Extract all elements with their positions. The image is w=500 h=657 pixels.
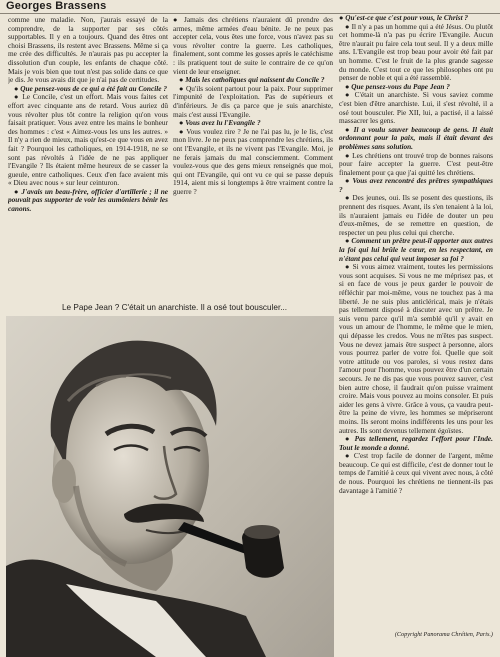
ear-shape bbox=[52, 459, 76, 503]
interview-question: ● Vous avez rencontré des prêtres sympathiques ? bbox=[339, 176, 493, 194]
portrait-photo bbox=[6, 316, 334, 657]
interview-question: ● Il a voulu sauver beaucoup de gens. Il était ordonnant pour la paix, mais il était devant des problèmes sans solution. bbox=[339, 124, 493, 151]
photo-caption: Le Pape Jean ? C'était un anarchiste. Il a osé tout bousculer... bbox=[62, 303, 288, 312]
interview-answer: ● Il n'y a pas un homme qui a été Jésus. Ou plutôt cet homme-là n'a pas pu écrire l'Evangile. Aucun être n'aurait pu faire cela tout seul. Il y a deux mille ans. L'Evangile est trop beau pour avoir été fait par un homme. C'est le fruit de la plus grande sagesse du monde. C'est tout ce que les philosophes ont pu penser de noble et qui a été rassemblé. bbox=[339, 21, 493, 83]
interview-question: ● Vous avez lu l'Evangile ? bbox=[179, 118, 261, 128]
running-head: Georges Brassens bbox=[6, 0, 107, 12]
interview-question: ● Que pensez-vous de ce qui a été fait au Concile ? bbox=[14, 83, 167, 93]
interview-answer: ● Si vous aimez vraiment, toutes les permissions vous sont acquises. Si vous ne me méprisez pas, et si en face de vous je peux garder le pouvoir de réfléchir par moi-même, vous ne touchez pas à ma liberté. Je ne suis plus anticlérical, mais je n'étais pas tellement disposé à discuter avec un prêtre. Je suis venu parce qu'il m'a semblé qu'il y avait en vous un amour de l'homme, le même que le mien, qui dépasse les credos. Vous ne m'êtes pas suspect. Vous ne devez jamais être suspect à personne, alors vous pourrez parler de votre foi. Quelle que soit votre attitude ou vos paroles, si vous restez dans l'amour pour l'homme, vous pouvez être d'un certain secours. Je ne dis pas que vous pouvez sauver, c'est bien autre chose, il faudrait qu'on puisse vraiment croire. Mais vous pouvez au moins consoler. Et puis aider les gens à vivre. Grâce à vous, ça vaudra peut-être la peine de vivre, les hommes se mépriseront moins. Ils seront moins indifférents les uns pour les autres. Ils sont devenus tellement égoïstes. bbox=[339, 262, 493, 435]
interview-answer: ● Vous voulez rire ? Je ne l'ai pas lu, je le lis, c'est mon livre. Je ne peux pas comprendre les chrétiens, ils ont l'Evangile, et ils ne vivent pas l'Evangile. Moi, je ne ferais jamais du mal consciemment. Comment voulez-vous que des gens mieux renseignés que moi, qui ont l'Evangile, qui ont vu ce qui se passe depuis 1914, aient mis si longtemps à être vraiment contre la guerre ? bbox=[173, 126, 333, 196]
interview-answer: ● Le Concile, c'est un effort. Mais vous faites cet effort avec cinquante ans de retard. Vous auriez dû vous révolter plus tôt contre la religion qu'on vous faisait pratiquer. Vous avez entre les mains le bonheur des hommes : c'est « Aimez-vous les uns les autres. » Il n'y a rien de mieux, mais qu'est-ce que vous en avez fait ? Pourquoi les catholiques, en 1914-1918, ne se sont pas révoltés à l'idée de ne pas appliquer l'Evangile ? Ils étaient même heureux de se casser la gueule, entre catholiques. Ceux d'en face avaient mis « Dieu avec nous » sur leur ceinturon. bbox=[8, 92, 168, 188]
portrait-illustration bbox=[6, 316, 334, 657]
pipe-rim bbox=[244, 525, 280, 539]
interview-question: ● Pas tellement, regardez l'effort pour l'Inde. Tout le monde a donné. bbox=[339, 434, 493, 452]
interview-answer: comme une maladie. Non, j'aurais essayé de la comprendre, de la supporter par ses côtés supportables. Il y en a toujours. Quand des êtres ont choisi Brassens, ils restent avec Brassens. Même si ça me crée des difficultés. Je n'aurais pas pu accepter la dissolution d'un couple, les enfants de chaque côté. Mais je vois bien que tout n'est pas solide dans ce que je dis. Je vous avais dit que je n'ai pas de certitudes. bbox=[8, 16, 168, 85]
copyright-notice: (Copyright Panorama Chrétien, Paris.) bbox=[394, 631, 493, 638]
interview-answer: ● Des jeunes, oui. Ils se posent des questions, ils prennent des risques. Avant, ils s'en tenaient à la loi, ils n'auraient jamais eu l'idée de douter un peu d'eux-mêmes, de se remettre en question, de respecter un peu plus celui qui cherche. bbox=[339, 193, 493, 237]
interview-question: ● J'avais un beau-frère, officier d'artillerie ; il ne pouvait pas supporter de voir les aumôniers bénir les canons. bbox=[8, 186, 168, 214]
interview-answer: ● Qu'ils soient partout pour la paix. Pour supprimer l'impunité de l'exploitation. Pas de supérieurs et d'inférieurs. Je dis ça parce que je suis anarchiste, mais c'est aussi l'Evangile. bbox=[173, 83, 333, 119]
interview-question: ● Comment un prêtre peut-il apporter aux autres la foi qui lui brûle le cœur, en les respectant, en n'étant pas celui qui veut imposer sa foi ? bbox=[339, 236, 493, 263]
interview-question: ● Que pensez-vous du Pape Jean ? bbox=[345, 81, 450, 91]
article-column-2 bbox=[173, 16, 333, 302]
article-column-3 bbox=[339, 14, 493, 638]
interview-answer: ● Les chrétiens ont trouvé trop de bonnes raisons pour faire accepter la guerre. C'est peut-être finalement pour ça que j'ai quitté les chrétiens. bbox=[339, 150, 493, 177]
article-column-1 bbox=[8, 16, 168, 302]
interview-answer: ● C'était un anarchiste. Si vous saviez comme c'est bien d'être anarchiste. Lui, il s'est révolté, il a osé tout bousculer. Pie XII, lui, a pactisé, il a laissé massacrer les gens. bbox=[339, 90, 493, 126]
interview-question: ● Mais les catholiques qui naissent du Concile ? bbox=[179, 75, 325, 85]
interview-question: ● Qu'est-ce que c'est pour vous, le Christ ? bbox=[339, 14, 469, 22]
interview-answer: ● C'est trop facile de donner de l'argent, même beaucoup. Ce qui est difficile, c'est de donner tout le temps de l'amitié à ceux qui vivent avec nous, à côté de nous. Pourquoi les chrétiens ne tiennent-ils pas davantage à l'amitié ? bbox=[339, 451, 493, 495]
interview-answer: ● Jamais des chrétiens n'auraient dû prendre des armes, même armées d'eau bénite. Je ne peux pas accepter cela, vous êtes une force, vous n'avez pas su vous révolter contre la guerre. Les catholiques, finalement, sont comme les gosses après le catéchisme : ils pratiquent tout de suite le contraire de ce qu'on vient de leur enseigner. bbox=[173, 16, 333, 76]
header-bar bbox=[0, 0, 500, 14]
